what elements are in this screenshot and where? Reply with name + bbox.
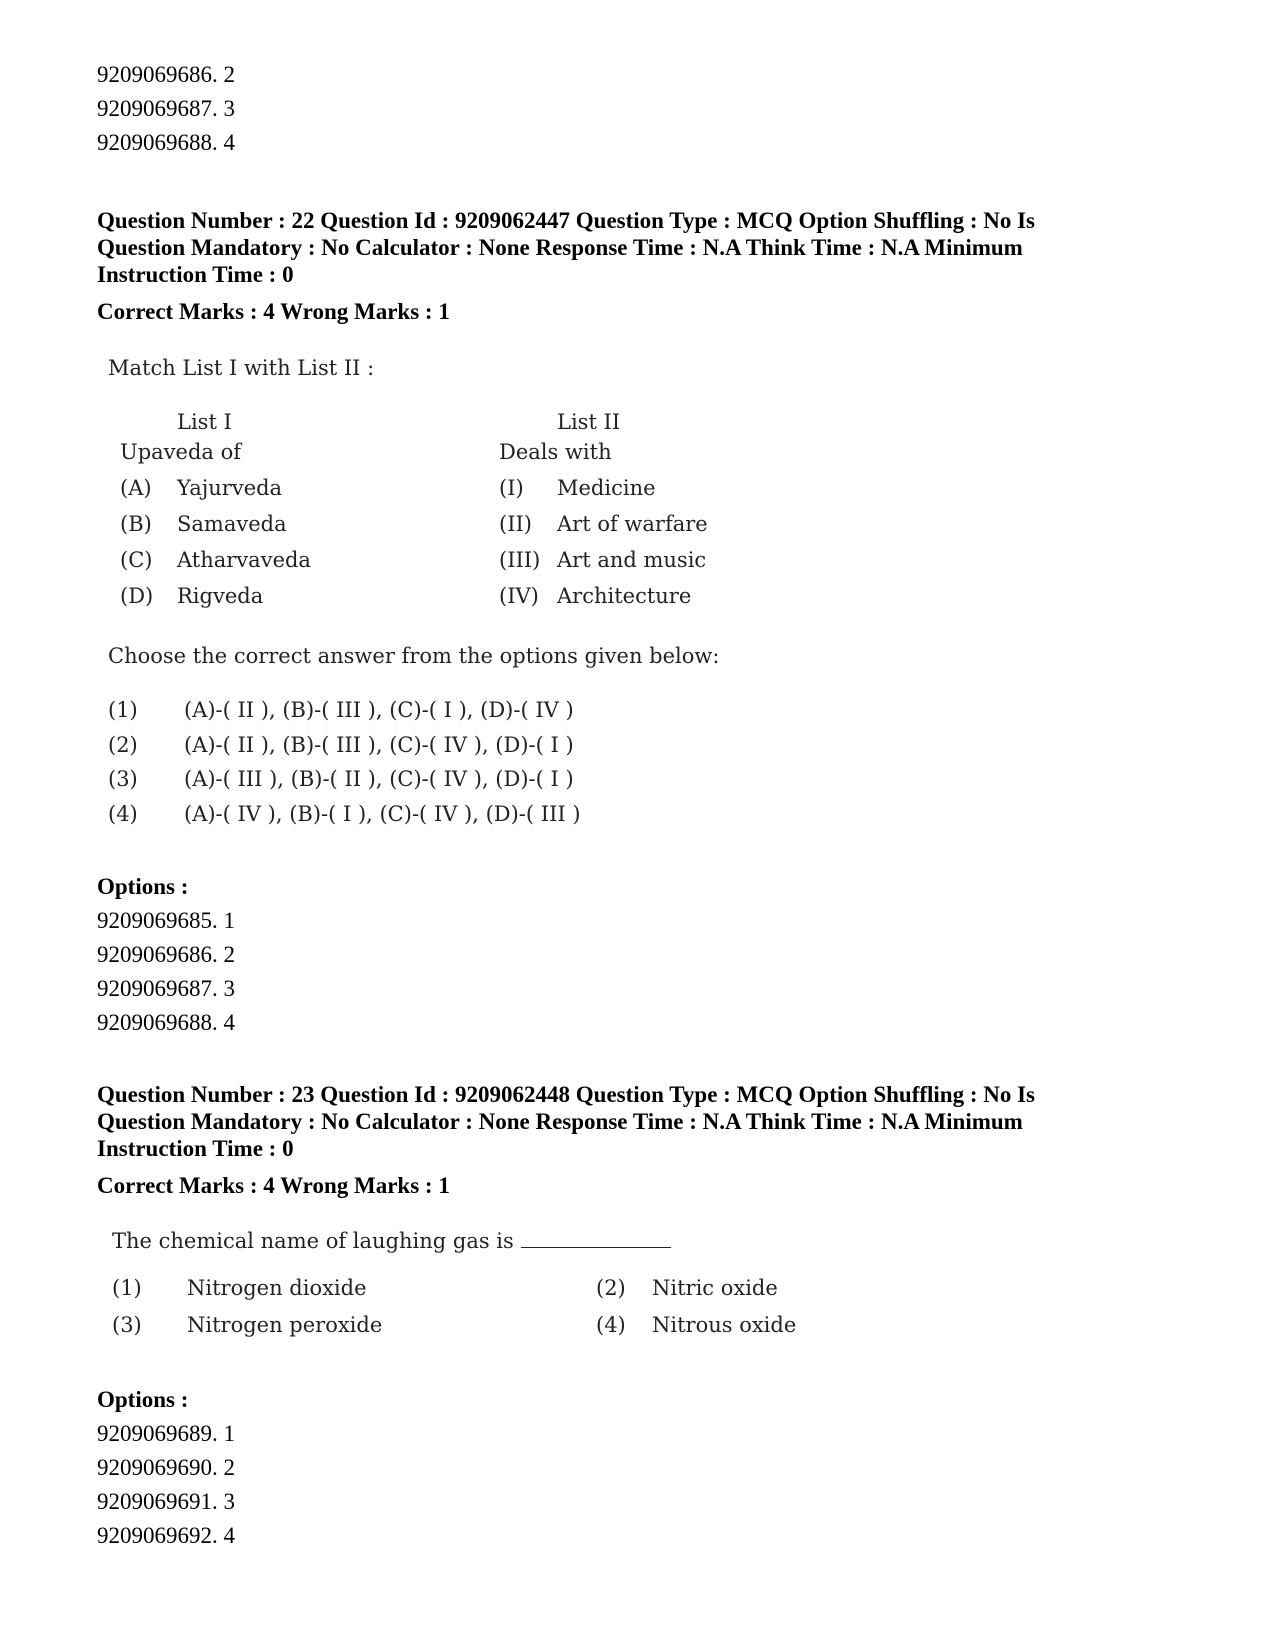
- question-header: Question Number : 23 Question Id : 9209062448 Question Type : MCQ Option Shuffling : No Is Question Mandatory : No Calculator : None Response Time : N.A Think Time : N.A Minimum Instruction Time : 0: [97, 1082, 1036, 1161]
- answer-text: Nitrogen peroxide: [187, 1313, 383, 1337]
- list1-label: (B): [120, 512, 152, 536]
- answer-number: (2): [596, 1276, 626, 1300]
- answer-number: (3): [108, 767, 138, 791]
- option-line: 9209069688. 4: [97, 130, 235, 155]
- list2-label: (IV): [499, 584, 539, 608]
- options-label: Options :: [97, 874, 189, 899]
- answer-number: (2): [108, 733, 138, 757]
- list2-item: Art of warfare: [557, 512, 708, 536]
- list1-title: List I: [177, 410, 232, 434]
- list1-item: Yajurveda: [177, 476, 283, 500]
- option-line: 9209069692. 4: [97, 1523, 235, 1548]
- list2-item: Art and music: [557, 548, 707, 572]
- option-line: 9209069686. 2: [97, 942, 235, 967]
- option-line: 9209069687. 3: [97, 96, 235, 121]
- option-line: 9209069687. 3: [97, 976, 235, 1001]
- option-line: 9209069686. 2: [97, 62, 235, 87]
- list2-item: Medicine: [557, 476, 656, 500]
- option-line: 9209069688. 4: [97, 1010, 235, 1035]
- list1-item: Rigveda: [177, 584, 264, 608]
- list2-label: (II): [499, 512, 532, 536]
- answer-text: (A)-( II ), (B)-( III ), (C)-( I ), (D)-( IV ): [184, 698, 574, 722]
- list1-subtitle: Upaveda of: [120, 440, 242, 464]
- choose-instruction: Choose the correct answer from the options given below:: [108, 644, 720, 668]
- answer-text: (A)-( III ), (B)-( II ), (C)-( IV ), (D)-( I ): [184, 767, 574, 791]
- answer-blank: [521, 1227, 671, 1248]
- answer-text: (A)-( IV ), (B)-( I ), (C)-( IV ), (D)-( III ): [184, 802, 581, 826]
- question-prompt: [112, 1227, 671, 1253]
- answer-number: (1): [112, 1276, 142, 1300]
- answer-number: (4): [596, 1313, 626, 1337]
- list2-label: (I): [499, 476, 524, 500]
- option-line: 9209069690. 2: [97, 1455, 235, 1480]
- answer-text: Nitric oxide: [652, 1276, 778, 1300]
- option-line: 9209069685. 1: [97, 908, 235, 933]
- list1-item: Samaveda: [177, 512, 287, 536]
- list2-item: Architecture: [557, 584, 692, 608]
- answer-number: (3): [112, 1313, 142, 1337]
- question-header: Question Number : 22 Question Id : 9209062447 Question Type : MCQ Option Shuffling : No Is Question Mandatory : No Calculator : None Response Time : N.A Think Time : N.A Minimum Instruction Time : 0: [97, 208, 1036, 287]
- marks-line: Correct Marks : 4 Wrong Marks : 1: [97, 299, 450, 324]
- list1-item: Atharvaveda: [177, 548, 311, 572]
- list1-label: (C): [120, 548, 153, 572]
- list2-title: List II: [557, 410, 621, 434]
- list2-label: (III): [499, 548, 541, 572]
- question-prompt: Match List I with List II :: [108, 356, 375, 380]
- option-line: 9209069691. 3: [97, 1489, 235, 1514]
- list1-label: (D): [120, 584, 154, 608]
- answer-number: (4): [108, 802, 138, 826]
- marks-line: Correct Marks : 4 Wrong Marks : 1: [97, 1173, 450, 1198]
- answer-number: (1): [108, 698, 138, 722]
- answer-text: (A)-( II ), (B)-( III ), (C)-( IV ), (D)-( I ): [184, 733, 574, 757]
- option-line: 9209069689. 1: [97, 1421, 235, 1446]
- list2-subtitle: Deals with: [499, 440, 612, 464]
- answer-text: Nitrous oxide: [652, 1313, 797, 1337]
- question-prompt-text: The chemical name of laughing gas is: [112, 1229, 514, 1253]
- answer-text: Nitrogen dioxide: [187, 1276, 367, 1300]
- list1-label: (A): [120, 476, 152, 500]
- options-label: Options :: [97, 1387, 189, 1412]
